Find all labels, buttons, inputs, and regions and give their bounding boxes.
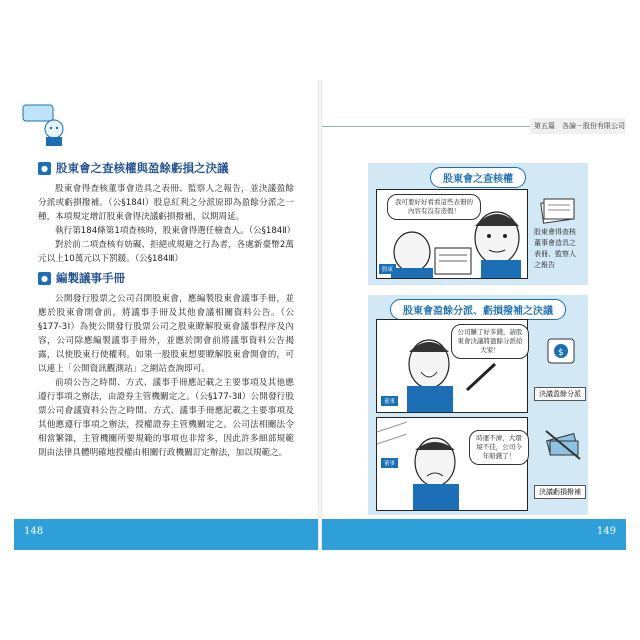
caption-line: 股東會得查核 bbox=[534, 228, 576, 236]
documents-icon bbox=[538, 195, 578, 225]
illustration-panel-distribution bbox=[368, 295, 588, 515]
panel-caption: 決議盈餘分派 bbox=[534, 387, 586, 401]
section-marker-icon: ● bbox=[38, 162, 51, 175]
footer-bar-left bbox=[14, 519, 318, 550]
page-number: 149 bbox=[596, 526, 616, 537]
panel-title: 股東會盈餘分派、虧損撥補之決議 bbox=[390, 299, 566, 320]
role-tag: 董事 bbox=[381, 458, 398, 468]
comic-frame bbox=[376, 319, 528, 413]
section-title-text: 編製議事手冊 bbox=[56, 271, 125, 285]
panel-caption: 決議虧損撥補 bbox=[534, 485, 586, 499]
comic-frame bbox=[376, 189, 528, 279]
section-title-review bbox=[38, 160, 229, 176]
caption-line: 表冊、監察人 bbox=[534, 250, 576, 258]
role-tag: 董事 bbox=[381, 396, 398, 406]
speech-bubble: 我可要好好看看這些表冊的內容有沒有造假！ bbox=[387, 194, 481, 220]
panel-caption bbox=[534, 227, 576, 271]
speech-bubble: 時運不濟，大環境不佳，公司今年賠錢了！ bbox=[469, 430, 529, 465]
money-bag-icon bbox=[544, 331, 584, 367]
section-marker-icon: ● bbox=[38, 272, 51, 285]
section-title-handbook bbox=[38, 270, 125, 286]
comic-frame bbox=[376, 417, 528, 511]
caption-line: 之報告 bbox=[534, 261, 555, 269]
section-title-text: 股東會之查核權與盈餘虧損之決議 bbox=[56, 161, 229, 175]
panel-title: 股東會之查核權 bbox=[430, 167, 526, 188]
paragraph: 股東會得查核董事會造具之表冊、監察人之報告，並決議盈餘分派或虧損撥補。（公§184Ⅰ）股息紅利之分派原即為盈餘分派之一種，本項規定增訂股東會得決議虧損撥補，以期周延。 bbox=[38, 184, 294, 222]
paragraph: 公開發行股票之公司召開股東會，應編製股東會議事手冊，並應於股東會開會前，將議事手冊及其他會議相關資料公告。（公§177-3Ⅰ）為使公開發行股票公司之股東瞭解股東會議事程序及內容，公司除應編製議事手冊外，並應於開會前將議事資料公告揭露，以使股東行使權利。如果一般股東想要瞭解股東會開會的，可以連上「公開資訊觀測站」之網站查詢即可。 bbox=[38, 294, 294, 374]
speech-bubble: 公司賺了好多錢，請股東會決議將盈餘分派給大家！ bbox=[451, 324, 529, 359]
svg-text:$: $ bbox=[558, 348, 564, 358]
role-tag: 股東 bbox=[379, 264, 396, 274]
paragraph: 前項公告之時間、方式、議事手冊應記載之主要事項及其他應遵行事項之辦法，由證券主管機關定之。（公§177-3Ⅱ）公開發行股票公司會議資料公告之時間、方式、議事手冊應記載之主要事項及其他應遵行事項之辦法，授權證券主管機關定之。公司法相關法令相當繁雜，主管機關所要規範的事項也非常多，因此許多細部規範則由法律具體明確地授權由相關行政機關訂定辦法，加以規範之。 bbox=[38, 378, 294, 458]
illustration-panel-review bbox=[368, 163, 588, 285]
money-stack-crossed-icon bbox=[544, 427, 584, 463]
running-header: 第五篇 各論－股份有限公司 bbox=[530, 118, 626, 134]
mascot-icon bbox=[22, 103, 66, 147]
caption-line: 董事會造具之 bbox=[534, 239, 576, 247]
book-gutter bbox=[318, 80, 322, 550]
page-number: 148 bbox=[24, 526, 44, 537]
paragraph: 執行第184條第1項查核時，股東會得選任檢查人。（公§184Ⅱ） bbox=[55, 226, 296, 236]
paragraph: 對於前二項查核有妨礙、拒絕或規避之行為者，各處新臺幣2萬元以上10萬元以下罰鍰。（公§184Ⅲ） bbox=[38, 240, 294, 264]
footer-bar-right bbox=[322, 519, 626, 550]
book-logo bbox=[22, 103, 66, 147]
header-rule bbox=[322, 126, 530, 127]
